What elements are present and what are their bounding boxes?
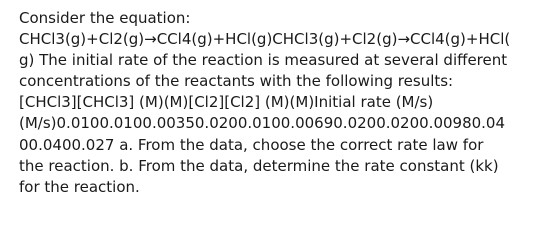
question-line-7: 00.0400.027 a. From the data, choose the correct rate law for (19, 135, 484, 154)
question-line-1: Consider the equation: (19, 9, 191, 27)
question-line-8: the reaction. b. From the data, determine the rate constant (kk) (19, 156, 499, 175)
question-line-2: CHCl3(g)+Cl2(g)→CCl4(g)+HCl(g)CHCl3(g)+Cl2(g)→CCl4(g)+HCl( (19, 30, 511, 49)
question-line-4: concentrations of the reactants with the following results: (19, 72, 454, 91)
question-line-6: (M/s)0.0100.0100.00350.0200.0100.00690.0200.0200.00980.04 (19, 114, 506, 133)
question-line-5: [CHCl3][CHCl3] (M)(M)[Cl2][Cl2] (M)(M)Initial rate (M/s) (19, 93, 434, 112)
question-line-9: for the reaction. (19, 177, 140, 196)
question-line-3: g) The initial rate of the reaction is measured at several different (19, 51, 508, 70)
